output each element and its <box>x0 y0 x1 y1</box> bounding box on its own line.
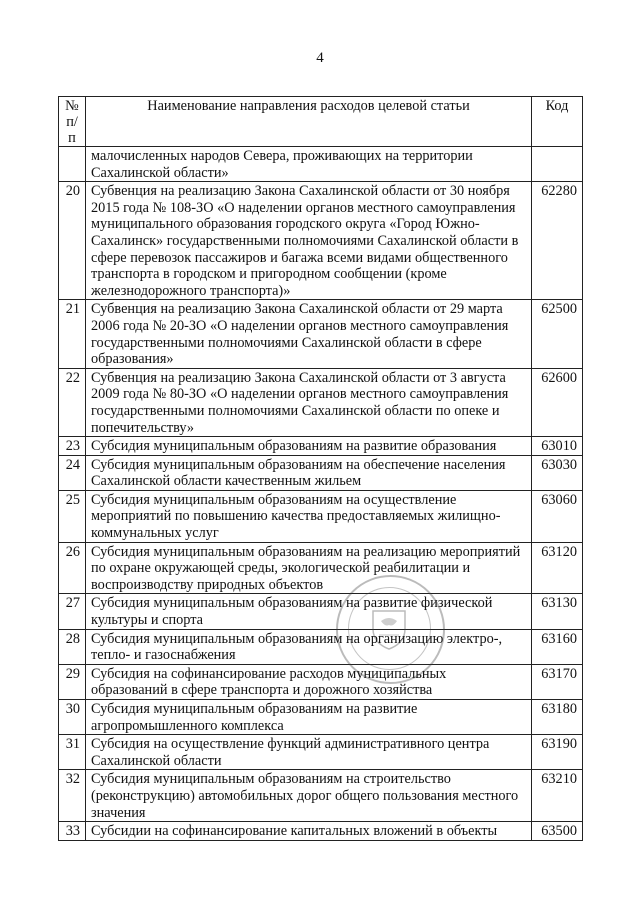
row-num: 29 <box>59 664 86 699</box>
row-code: 63030 <box>532 455 583 490</box>
row-code: 62500 <box>532 300 583 368</box>
row-code: 63190 <box>532 735 583 770</box>
table-row <box>59 629 583 664</box>
row-code: 63160 <box>532 629 583 664</box>
row-name: Субсидия на осуществление функций административного центра Сахалинской области <box>86 735 532 770</box>
row-code: 62600 <box>532 368 583 436</box>
row-code: 63130 <box>532 594 583 629</box>
row-name: Субсидия муниципальным образованиям на строительство (реконструкцию) автомобильных дорог общего пользования местного значения <box>86 770 532 822</box>
row-num: 31 <box>59 735 86 770</box>
row-code: 63010 <box>532 437 583 456</box>
row-code: 63060 <box>532 490 583 542</box>
table-row <box>59 700 583 735</box>
table-row <box>59 437 583 456</box>
row-code: 63170 <box>532 664 583 699</box>
row-num: 20 <box>59 182 86 300</box>
row-name: Субвенция на реализацию Закона Сахалинской области от 3 августа 2009 года № 80-ЗО «О наделении органов местного самоуправления государственными полномочиями Сахалинской области по опеке и попечительству» <box>86 368 532 436</box>
row-name: Субсидия муниципальным образованиям на организацию электро-, тепло- и газоснабжения <box>86 629 532 664</box>
row-code: 63120 <box>532 542 583 594</box>
row-num: 28 <box>59 629 86 664</box>
row-num: 26 <box>59 542 86 594</box>
header-code: Код <box>532 97 583 147</box>
table-row <box>59 735 583 770</box>
continuation-row <box>59 147 583 182</box>
row-name: Субсидия муниципальным образованиям на развитие образования <box>86 437 532 456</box>
table-row <box>59 490 583 542</box>
budget-table <box>58 96 583 841</box>
table-row <box>59 594 583 629</box>
row-name: Субсидия муниципальным образованиям на реализацию мероприятий по охране окружающей среды, экологической реабилитации и воспроизводству природных объектов <box>86 542 532 594</box>
row-num: 27 <box>59 594 86 629</box>
table-row <box>59 664 583 699</box>
page-number: 4 <box>316 50 324 66</box>
row-code <box>532 147 583 182</box>
row-num: 30 <box>59 700 86 735</box>
row-name: Субсидия на софинансирование расходов муниципальных образований в сфере транспорта и дорожного хозяйства <box>86 664 532 699</box>
table-row <box>59 300 583 368</box>
table-row <box>59 822 583 841</box>
row-name: Субвенция на реализацию Закона Сахалинской области от 30 ноября 2015 года № 108-ЗО «О наделении органов местного самоуправления муниципального образования городского округа «Город Южно-Сахалинск» государственными полномочиями Сахалинской области в сфере перевозок пассажиров и багажа всеми видами общественного транспорта в городском и пригородном сообщении (кроме железнодорожного транспорта)» <box>86 182 532 300</box>
table-row <box>59 542 583 594</box>
header-name: Наименование направления расходов целевой статьи <box>86 97 532 147</box>
header-num: № п/п <box>59 97 86 147</box>
row-code: 62280 <box>532 182 583 300</box>
row-num: 22 <box>59 368 86 436</box>
row-code: 63180 <box>532 700 583 735</box>
row-name: Субсидия муниципальным образованиям на обеспечение населения Сахалинской области качественным жильем <box>86 455 532 490</box>
row-num: 33 <box>59 822 86 841</box>
table-row <box>59 182 583 300</box>
row-num: 25 <box>59 490 86 542</box>
row-code: 63210 <box>532 770 583 822</box>
row-name: Субсидия муниципальным образованиям на развитие агропромышленного комплекса <box>86 700 532 735</box>
table-row <box>59 455 583 490</box>
row-num: 24 <box>59 455 86 490</box>
row-name: Субсидия муниципальным образованиям на осуществление мероприятий по повышению качества предоставляемых жилищно-коммунальных услуг <box>86 490 532 542</box>
continuation-text: малочисленных народов Севера, проживающих на территории Сахалинской области» <box>86 147 532 182</box>
table-header-row <box>59 97 583 147</box>
row-name: Субвенция на реализацию Закона Сахалинской области от 29 марта 2006 года № 20-ЗО «О наделении органов местного самоуправления государственными полномочиями Сахалинской области в сфере образования» <box>86 300 532 368</box>
row-code: 63500 <box>532 822 583 841</box>
table-row <box>59 770 583 822</box>
row-num: 23 <box>59 437 86 456</box>
row-name: Субсидии на софинансирование капитальных вложений в объекты <box>86 822 532 841</box>
row-num <box>59 147 86 182</box>
row-num: 32 <box>59 770 86 822</box>
table-row <box>59 368 583 436</box>
row-num: 21 <box>59 300 86 368</box>
row-name: Субсидия муниципальным образованиям на развитие физической культуры и спорта <box>86 594 532 629</box>
